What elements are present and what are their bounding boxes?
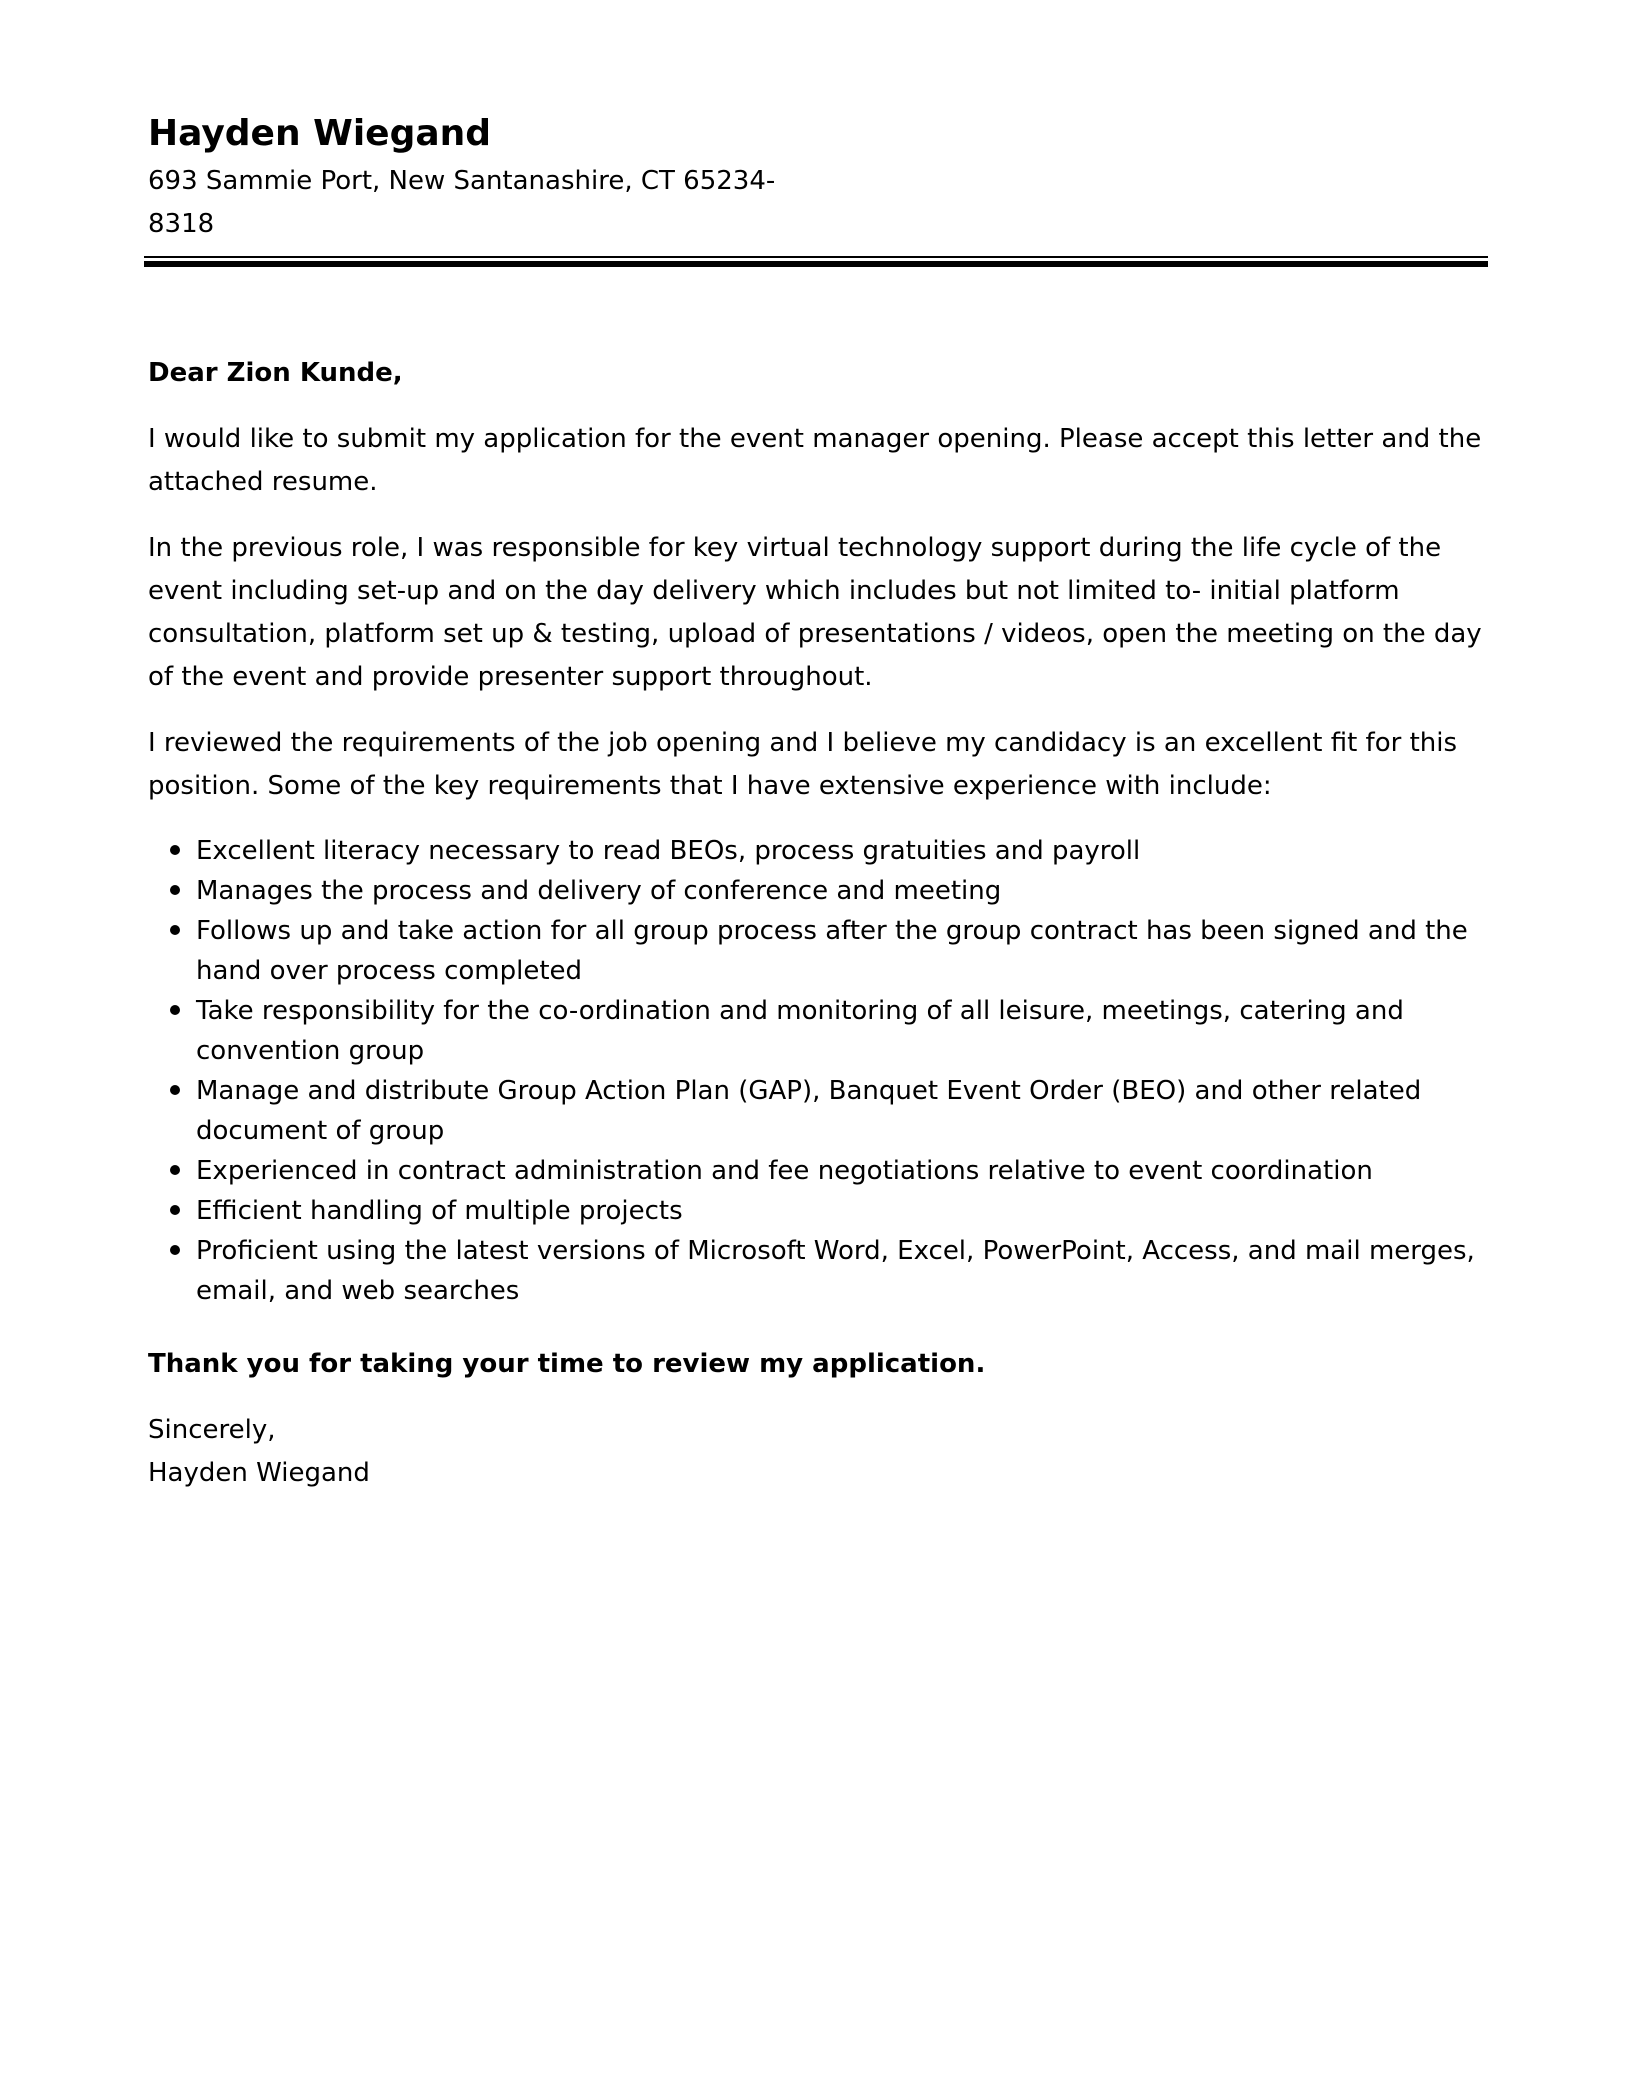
paragraph-requirements: I reviewed the requirements of the job opening and I believe my candidacy is an excellent fit for this position. Some of the key requirements that I have extensive experience with include: xyxy=(148,728,1458,801)
closing-line: Thank you for taking your time to review my application. xyxy=(148,1349,986,1379)
list-item-text: Experienced in contract administration and fee negotiations relative to event coordination xyxy=(196,1156,1373,1186)
list-item xyxy=(148,991,1488,1071)
bullet-icon xyxy=(170,1165,180,1175)
bullet-icon xyxy=(170,845,180,855)
list-item-text: Manages the process and delivery of conference and meeting xyxy=(196,876,1002,906)
requirements-list xyxy=(148,831,1488,1311)
list-item-text: Excellent literacy necessary to read BEOs, process gratuities and payroll xyxy=(196,836,1141,866)
paragraph-intro: I would like to submit my application for the event manager opening. Please accept this letter and the attached resume. xyxy=(148,424,1482,497)
divider-thick-line xyxy=(144,261,1488,267)
salutation: Dear Zion Kunde, xyxy=(148,358,403,388)
list-item xyxy=(148,1191,1488,1231)
signature-name: Hayden Wiegand xyxy=(148,1458,370,1488)
list-item xyxy=(148,1151,1488,1191)
bullet-icon xyxy=(170,1245,180,1255)
sender-address: 693 Sammie Port, New Santanashire, CT 65234-8318 xyxy=(148,166,776,239)
list-item xyxy=(148,911,1488,991)
list-item xyxy=(148,831,1488,871)
divider-thin-line xyxy=(144,256,1488,258)
sender-name: Hayden Wiegand xyxy=(148,113,492,154)
list-item xyxy=(148,871,1488,911)
list-item-text: Proficient using the latest versions of Microsoft Word, Excel, PowerPoint, Access, and mail merges, email, and web searches xyxy=(196,1236,1475,1306)
list-item-text: Follows up and take action for all group process after the group contract has been signed and the hand over process completed xyxy=(196,916,1468,986)
letter-body xyxy=(148,352,1488,1495)
bullet-icon xyxy=(170,1085,180,1095)
list-item xyxy=(148,1071,1488,1151)
paragraph-experience: In the previous role, I was responsible for key virtual technology support during the life cycle of the event including set-up and on the day delivery which includes but not limited to- initial platform consultation, platform set up & testing, upload of presentations / videos, open the meeting on the day of the event and provide presenter support throughout. xyxy=(148,533,1482,692)
bullet-icon xyxy=(170,885,180,895)
bullet-icon xyxy=(170,1005,180,1015)
signoff: Sincerely, xyxy=(148,1415,276,1445)
bullet-icon xyxy=(170,925,180,935)
bullet-icon xyxy=(170,1205,180,1215)
header-divider xyxy=(144,256,1488,266)
list-item-text: Efficient handling of multiple projects xyxy=(196,1196,683,1226)
list-item-text: Manage and distribute Group Action Plan (GAP), Banquet Event Order (BEO) and other related document of group xyxy=(196,1076,1422,1146)
list-item xyxy=(148,1231,1488,1311)
signoff-block xyxy=(148,1409,1488,1495)
list-item-text: Take responsibility for the co-ordination and monitoring of all leisure, meetings, catering and convention group xyxy=(196,996,1404,1066)
letterhead xyxy=(148,108,1484,246)
